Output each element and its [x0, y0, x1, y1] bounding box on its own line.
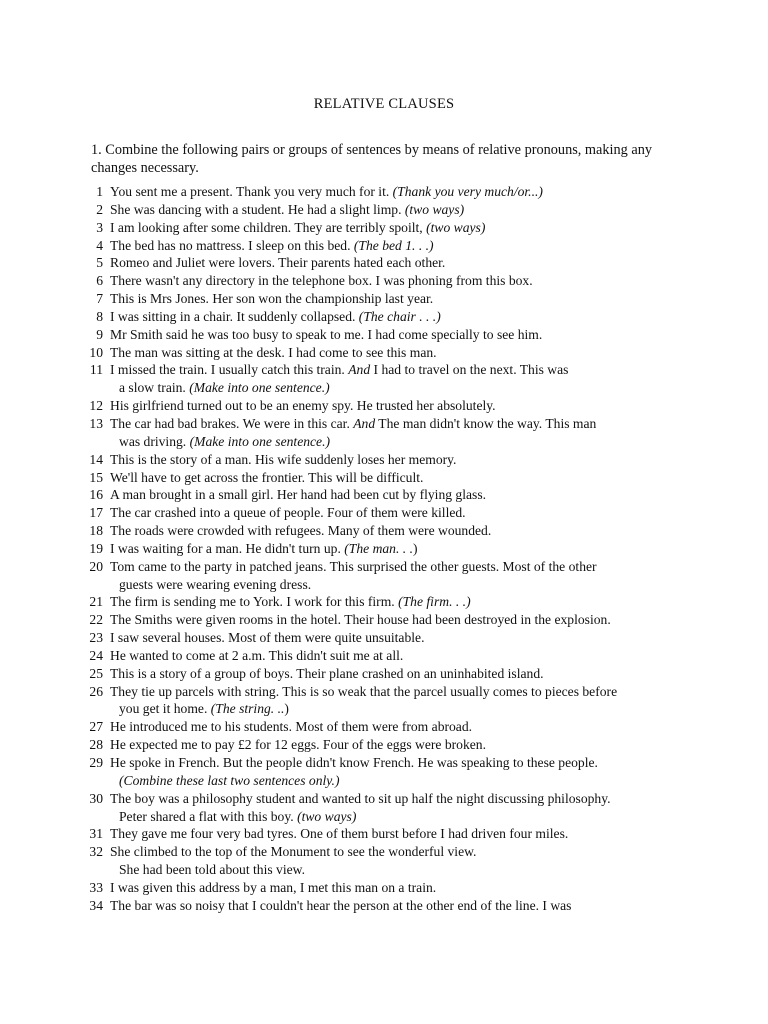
item-segment: The firm is sending me to York. I work for this firm. [110, 594, 399, 610]
item-text [110, 558, 722, 576]
item-segment: The man didn't know the way. This man [375, 415, 597, 431]
item-segment: Tom came to the party in patched jeans. This surprised the other guests. Most of the other [110, 558, 597, 574]
exercise-item [82, 558, 722, 594]
item-text [110, 647, 722, 665]
exercise-item [82, 897, 722, 915]
item-number: 21 [89, 594, 103, 610]
item-segment: Peter shared a flat with this boy. [119, 808, 298, 824]
item-text [110, 718, 722, 736]
item-segment: I was waiting for a man. He didn't turn up. [110, 540, 345, 556]
item-text [110, 540, 722, 558]
exercise-item [82, 290, 722, 308]
item-hint: (The chair . . .) [358, 308, 441, 324]
item-segment: This is the story of a man. His wife suddenly loses her memory. [110, 451, 457, 467]
item-number: 25 [89, 665, 103, 681]
item-text [110, 683, 722, 701]
exercise-item [82, 183, 722, 201]
item-number: 7 [96, 291, 103, 307]
item-number: 8 [96, 308, 103, 324]
item-number: 10 [89, 344, 103, 360]
item-number: 15 [89, 469, 103, 485]
item-segment: ) [412, 540, 418, 556]
exercise-item [82, 415, 722, 451]
item-segment: This is a story of a group of boys. Their plane crashed on an uninhabited island. [110, 665, 544, 681]
item-text [110, 879, 722, 897]
item-text [110, 415, 722, 433]
item-hint: And [353, 415, 376, 431]
item-segment: you get it home. [119, 701, 211, 717]
item-number: 13 [89, 415, 103, 431]
exercise-item [82, 272, 722, 290]
item-text [110, 308, 722, 326]
exercise-item [82, 540, 722, 558]
item-segment: a slow train. [119, 380, 190, 396]
item-segment: The man was sitting at the desk. I had come to see this man. [110, 344, 437, 360]
item-text [110, 790, 722, 808]
item-segment: A man brought in a small girl. Her hand had been cut by flying glass. [110, 487, 487, 503]
item-segment: He wanted to come at 2 a.m. This didn't suit me at all. [110, 647, 404, 663]
item-text [110, 665, 722, 683]
item-text [110, 843, 722, 861]
item-number: 12 [89, 398, 103, 414]
item-number: 18 [89, 523, 103, 539]
item-text [110, 629, 722, 647]
item-text [110, 201, 722, 219]
item-segment: I am looking after some children. They are terribly spoilt, [110, 219, 427, 235]
item-segment: We'll have to get across the frontier. This will be difficult. [110, 469, 424, 485]
exercise-item [82, 326, 722, 344]
item-number: 14 [89, 451, 103, 467]
item-hint: (two ways) [426, 219, 486, 235]
item-number: 26 [89, 683, 103, 699]
exercise-item [82, 629, 722, 647]
item-text-continuation [110, 772, 722, 790]
item-text [110, 361, 722, 379]
item-segment: The boy was a philosophy student and wanted to sit up half the night discussing philosophy. [110, 790, 611, 806]
item-text [110, 469, 722, 487]
exercise-item [82, 718, 722, 736]
item-segment: I saw several houses. Most of them were quite unsuitable. [110, 630, 425, 646]
item-segment: They tie up parcels with string. This is so weak that the parcel usually comes to pieces before [110, 683, 618, 699]
exercise-item [82, 665, 722, 683]
item-text [110, 219, 722, 237]
item-text [110, 344, 722, 362]
exercise-item [82, 504, 722, 522]
item-text [110, 272, 722, 290]
exercise-item [82, 486, 722, 504]
item-number: 11 [89, 362, 103, 378]
item-number: 34 [89, 897, 103, 913]
item-segment: He spoke in French. But the people didn't know French. He was speaking to these people. [110, 755, 598, 770]
item-text [110, 522, 722, 540]
page-title: RELATIVE CLAUSES [313, 96, 455, 112]
item-number: 23 [89, 630, 103, 646]
exercise-item [82, 237, 722, 255]
item-text-continuation [110, 700, 722, 718]
exercise-item [82, 754, 722, 790]
item-number: 4 [96, 237, 103, 253]
item-number: 27 [89, 719, 103, 735]
item-text [110, 754, 722, 772]
item-hint: (The firm. . .) [398, 594, 471, 610]
item-hint: (Make into one sentence.) [189, 433, 331, 449]
item-number: 31 [89, 826, 103, 842]
item-number: 6 [96, 273, 103, 289]
item-text [110, 611, 722, 629]
exercise-item [82, 361, 722, 397]
item-segment: The bar was so noisy that I couldn't hear the person at the other end of the line. I was [110, 897, 572, 913]
item-segment: He introduced me to his students. Most of them were from abroad. [110, 719, 473, 735]
exercise-item [82, 522, 722, 540]
item-segment: The roads were crowded with refugees. Many of them were wounded. [110, 523, 492, 539]
exercise-item [82, 790, 722, 826]
item-segment: guests were wearing evening dress. [119, 576, 312, 592]
exercise-list [82, 183, 722, 915]
item-segment: The car had bad brakes. We were in this car. [110, 415, 354, 431]
item-segment: His girlfriend turned out to be an enemy spy. He trusted her absolutely. [110, 398, 496, 414]
exercise-item [82, 611, 722, 629]
item-segment: She was dancing with a student. He had a slight limp. [110, 201, 405, 217]
item-segment: I was given this address by a man, I met this man on a train. [110, 879, 437, 895]
item-hint: (Thank you very much/or...) [392, 184, 543, 199]
item-number: 3 [96, 219, 103, 235]
exercise-item [82, 397, 722, 415]
item-segment: The car crashed into a queue of people. Four of them were killed. [110, 505, 466, 521]
item-number: 28 [89, 737, 103, 753]
exercise-item [82, 451, 722, 469]
item-segment: He expected me to pay £2 for 12 eggs. Four of the eggs were broken. [110, 737, 486, 753]
exercise-item [82, 736, 722, 754]
item-segment: I was sitting in a chair. It suddenly collapsed. [110, 308, 359, 324]
item-hint: (Make into one sentence.) [189, 380, 330, 396]
item-text-continuation [110, 433, 722, 451]
item-segment: She climbed to the top of the Monument to see the wonderful view. [110, 844, 477, 860]
exercise-item [82, 879, 722, 897]
item-text [110, 237, 722, 255]
exercise-instruction: 1. Combine the following pairs or groups of sentences by means of relative pronouns, making any changes necessary. [91, 142, 653, 176]
item-number: 16 [89, 487, 103, 503]
item-text [110, 290, 722, 308]
item-segment: The bed has no mattress. I sleep on this bed. [110, 237, 354, 253]
item-segment: You sent me a present. Thank you very much for it. [110, 184, 393, 199]
exercise-item [82, 219, 722, 237]
item-text [110, 451, 722, 469]
item-segment: ) [284, 701, 289, 717]
item-number: 17 [89, 505, 103, 521]
exercise-item [82, 308, 722, 326]
item-text [110, 326, 722, 344]
item-number: 20 [89, 558, 103, 574]
item-segment: Mr Smith said he was too busy to speak to me. I had come specially to see him. [110, 326, 543, 342]
item-number: 32 [89, 844, 103, 860]
exercise-item [82, 843, 722, 879]
exercise-item [82, 201, 722, 219]
item-number: 24 [89, 647, 103, 663]
item-segment: I missed the train. I usually catch this train. [110, 362, 349, 378]
item-number: 30 [89, 790, 103, 806]
item-hint: And [348, 362, 371, 378]
item-text [110, 504, 722, 522]
item-text-continuation [110, 576, 722, 594]
item-text [110, 183, 722, 201]
exercise-item [82, 344, 722, 362]
item-segment: I had to travel on the next. This was [370, 362, 569, 378]
item-hint: (The bed 1. . .) [353, 237, 434, 253]
item-text-continuation [110, 379, 722, 397]
exercise-item [82, 469, 722, 487]
item-number: 2 [96, 201, 103, 217]
item-text-continuation [110, 861, 722, 879]
item-segment: There wasn't any directory in the telephone box. I was phoning from this box. [110, 273, 533, 289]
item-segment: Romeo and Juliet were lovers. Their parents hated each other. [110, 255, 446, 271]
item-text [110, 825, 722, 843]
item-segment: The Smiths were given rooms in the hotel. Their house had been destroyed in the explosion. [110, 612, 611, 628]
exercise-item [82, 683, 722, 719]
item-segment: She had been told about this view. [119, 862, 305, 878]
item-text [110, 486, 722, 504]
exercise-item [82, 254, 722, 272]
item-text [110, 897, 722, 915]
item-hint: (Combine these last two sentences only.) [119, 772, 340, 788]
item-number: 29 [89, 755, 103, 770]
item-segment: This is Mrs Jones. Her son won the championship last year. [110, 291, 434, 307]
item-text [110, 593, 722, 611]
item-hint: (The string. .. [210, 701, 285, 717]
item-number: 22 [89, 612, 103, 628]
item-number: 33 [89, 879, 103, 895]
item-text [110, 254, 722, 272]
exercise-item [82, 593, 722, 611]
item-number: 5 [96, 255, 103, 271]
item-number: 9 [96, 326, 103, 342]
item-text-continuation [110, 808, 722, 826]
item-text [110, 736, 722, 754]
exercise-item [82, 825, 722, 843]
item-hint: (two ways) [404, 201, 465, 217]
item-number: 1 [96, 184, 103, 199]
item-text [110, 397, 722, 415]
item-hint: (The man. . . [344, 540, 413, 556]
item-segment: They gave me four very bad tyres. One of them burst before I had driven four miles. [110, 826, 569, 842]
item-hint: (two ways) [297, 808, 357, 824]
exercise-item [82, 647, 722, 665]
item-number: 19 [89, 540, 103, 556]
item-segment: was driving. [119, 433, 190, 449]
